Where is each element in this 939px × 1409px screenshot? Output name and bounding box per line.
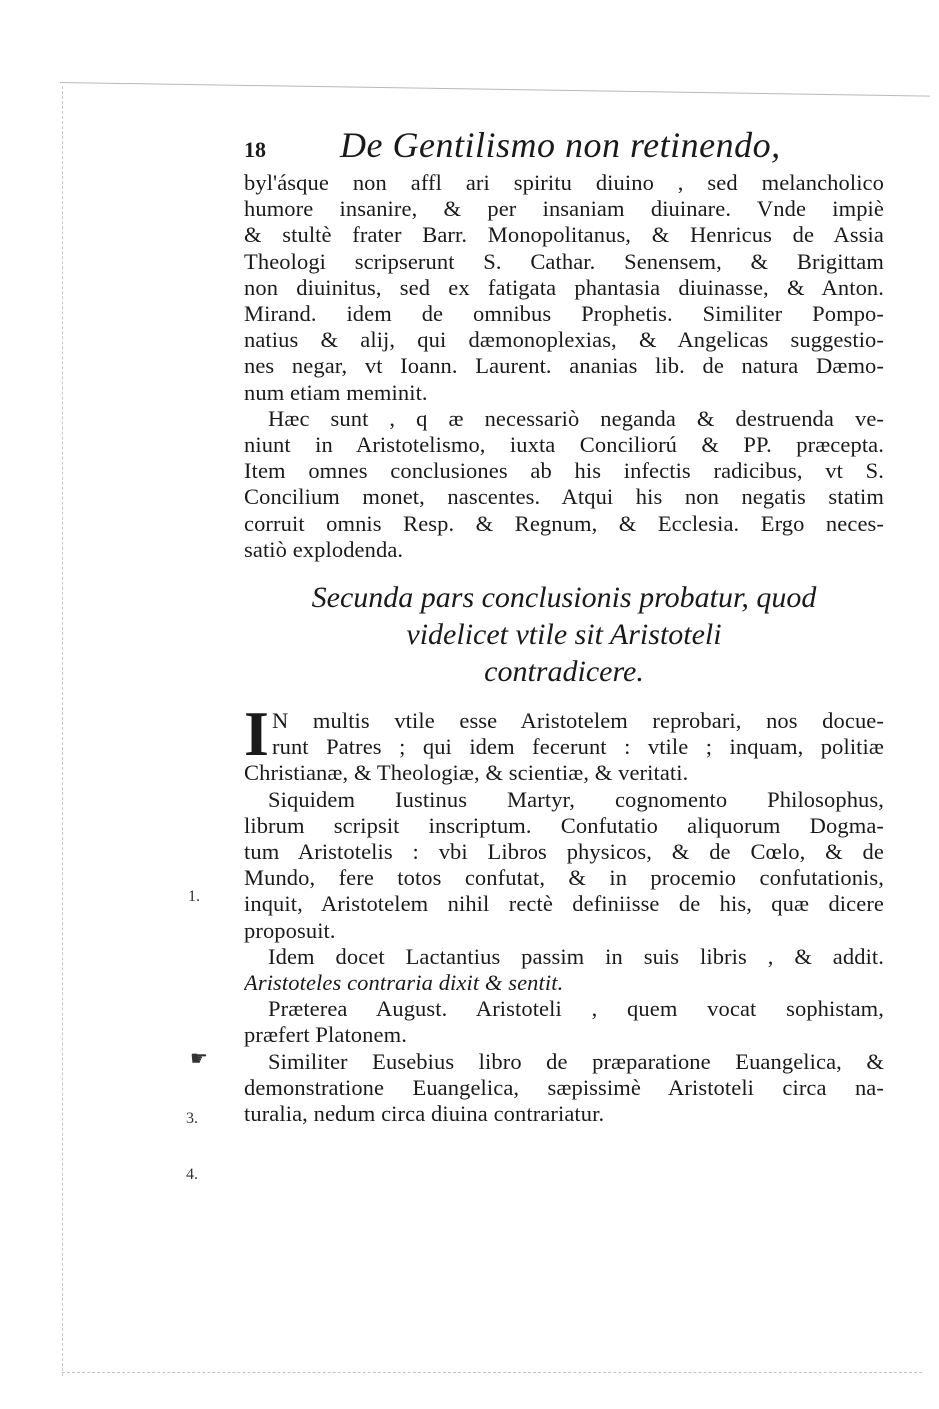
paragraph-4 <box>244 787 884 944</box>
text-line: demonstratione Euangelica, sæpissimè Aristoteli circa na- <box>244 1074 884 1100</box>
heading-line: Secunda pars conclusionis probatur, quod <box>311 581 817 615</box>
text-line: & stultè frater Barr. Monopolitanus, & Henricus de Assia <box>244 222 884 248</box>
text-line: Theologi scripserunt S. Cathar. Senensem, & Brigittam <box>244 248 884 274</box>
text-line: natius & alij, qui dæmonoplexias, & Angelicas suggestio- <box>244 327 884 353</box>
drop-cap-initial: I <box>244 698 269 770</box>
text-line: librum scripsit inscriptum. Confutatio aliquorum Dogma- <box>244 812 884 838</box>
text-line: inquit, Aristotelem nihil rectè definiisse de his, quæ dicere <box>244 891 884 917</box>
margin-note-1: 1. <box>188 888 200 905</box>
paragraph-3 <box>244 698 884 787</box>
heading-line: videlicet vtile sit Aristoteli <box>406 618 722 652</box>
text-line: Christianæ, & Theologiæ, & scientiæ, & veritati. <box>244 760 689 786</box>
text-line: Concilium monet, nascentes. Atqui his non negatis statim <box>244 484 884 510</box>
page-edge-top <box>60 82 930 97</box>
running-title: De Gentilismo non retinendo, <box>340 125 781 165</box>
text-line: præfert Platonem. <box>244 1022 407 1048</box>
pointing-hand-icon: ☛ <box>190 1048 208 1070</box>
text-line: Aristoteles contraria dixit & sentit. <box>244 970 564 996</box>
paragraph-2 <box>244 406 884 563</box>
text-line: niunt in Aristotelismo, iuxta Conciliorú & PP. præcepta. <box>244 432 884 458</box>
text-line: runt Patres ; qui idem fecerunt : vtile ; inquam, politiæ <box>272 734 884 760</box>
section-heading <box>244 579 884 690</box>
text-line: byl'ásque non affl ari spiritu diuino , sed melancholico <box>244 170 884 195</box>
paragraph-6 <box>244 996 884 1048</box>
text-line: Mirand. idem de omnibus Prophetis. Similiter Pompo- <box>244 301 884 327</box>
paragraph-5 <box>244 944 884 996</box>
text-line: Siquidem Iustinus Martyr, cognomento Philosophus, <box>268 786 884 812</box>
text-line: turalia, nedum circa diuina contrariatur. <box>244 1101 605 1127</box>
heading-line: contradicere. <box>484 655 644 689</box>
text-line: N multis vtile esse Aristotelem reprobari, nos docue- <box>272 708 884 734</box>
text-block <box>244 124 884 1127</box>
margin-note-4: 4. <box>186 1166 198 1183</box>
margin-note-3: 3. <box>186 1110 198 1127</box>
paragraph-1 <box>244 170 884 406</box>
page-edge-left <box>62 86 63 1376</box>
text-line: non diuinitus, sed ex fatigata phantasia diuinasse, & Anton. <box>244 274 884 300</box>
paragraph-7 <box>244 1049 884 1128</box>
text-line: tum Aristotelis : vbi Libros physicos, & de Cœlo, & de <box>244 839 884 865</box>
text-line: corruit omnis Resp. & Regnum, & Ecclesia. Ergo neces- <box>244 510 884 536</box>
text-line: satiò explodenda. <box>244 536 404 562</box>
text-line: Hæc sunt , q æ necessariò neganda & destruenda ve- <box>268 405 884 431</box>
text-line: nes negar, vt Ioann. Laurent. ananias lib. de natura Dæmo- <box>244 353 884 379</box>
text-line: Idem docet Lactantius passim in suis libris , & addit. <box>268 943 884 969</box>
page-edge-bottom <box>62 1372 922 1373</box>
text-line: humore insanire, & per insaniam diuinare. Vnde impiè <box>244 196 884 222</box>
page-number: 18 <box>244 137 266 162</box>
text-line: Mundo, fere totos confutat, & in procemio confutationis, <box>244 865 884 891</box>
text-line: proposuit. <box>244 917 336 943</box>
text-line: Præterea August. Aristoteli , quem vocat sophistam, <box>268 996 884 1022</box>
text-line: Similiter Eusebius libro de præparatione Euangelica, & <box>268 1048 884 1074</box>
text-line: num etiam meminit. <box>244 379 428 405</box>
running-head <box>244 124 884 168</box>
text-line: Item omnes conclusiones ab his infectis radicibus, vt S. <box>244 458 884 484</box>
